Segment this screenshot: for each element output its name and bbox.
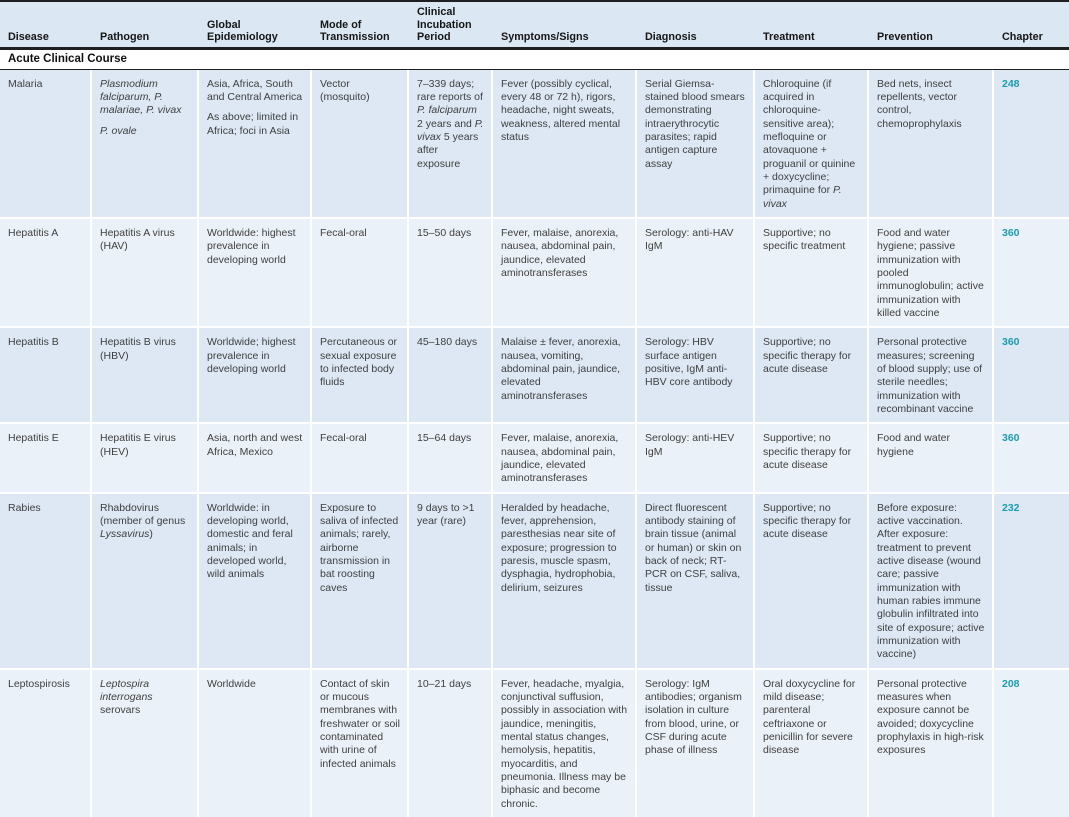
- column-header-label: Global Epidemiology: [207, 18, 278, 44]
- text-run: Hepatitis B: [8, 336, 59, 349]
- text-run: 45–180 days: [417, 336, 478, 349]
- cell-transmission: [312, 70, 407, 217]
- cell-diagnosis: [637, 328, 753, 422]
- cell-transmission: [312, 219, 407, 326]
- cell-diagnosis: [637, 670, 753, 817]
- cell-disease: [0, 70, 90, 217]
- table-row: [0, 328, 1069, 422]
- table-row: [0, 670, 1069, 817]
- column-header-label: Symptoms/Signs: [501, 31, 589, 44]
- chapter-link[interactable]: 208: [1002, 677, 1020, 690]
- text-run: 5 years after exposure: [417, 131, 479, 170]
- cell-chapter: [994, 70, 1069, 217]
- cell-diagnosis: [637, 219, 753, 326]
- text-run: Worldwide: highest prevalence in developing world: [207, 227, 296, 266]
- text-run: Asia, Africa, South and Central America: [207, 77, 303, 104]
- cell-disease: [0, 494, 90, 668]
- italic-text: P. vivax: [417, 117, 484, 144]
- cell-transmission: [312, 328, 407, 422]
- italic-text: Plasmodium falciparum, P. malariae, P. vivax: [100, 77, 182, 117]
- text-run: Before exposure: active vaccination. After exposure: treatment to prevent active disease (wound care; passive immunization with human rabies immune globulin infiltrated into site of exposure; active immunization with vaccine): [877, 501, 985, 661]
- chapter-link[interactable]: 360: [1002, 336, 1020, 349]
- cell-pathogen: [92, 670, 197, 817]
- table-row: [0, 424, 1069, 491]
- cell-chapter: [994, 219, 1069, 326]
- cell-incubation: [409, 219, 491, 326]
- cell-epidemiology: [199, 70, 310, 217]
- text-run: Rhabdovirus (member of genus: [100, 501, 186, 527]
- cell-incubation: [409, 70, 491, 217]
- section-header: [0, 50, 1069, 69]
- cell-prevention: [869, 424, 992, 491]
- table-row: [0, 494, 1069, 668]
- cell-diagnosis: [637, 70, 753, 217]
- text-run: serovars: [100, 704, 141, 717]
- text-run: Worldwide: [207, 677, 256, 690]
- column-header-epidemiology: [199, 2, 310, 47]
- text-run: Serology: anti-HEV IgM: [645, 432, 735, 458]
- cell-symptoms: [493, 328, 635, 422]
- cell-treatment: [755, 328, 867, 422]
- cell-transmission: [312, 494, 407, 668]
- cell-pathogen: [92, 70, 197, 217]
- cell-treatment: [755, 670, 867, 817]
- text-run: Personal protective measures when exposure cannot be avoided; doxycycline prophylaxis in high-risk exposures: [877, 677, 984, 757]
- text-run: 10–21 days: [417, 677, 472, 690]
- text-run: Fever, malaise, anorexia, nausea, abdominal pain, jaundice, elevated aminotransferases: [501, 227, 619, 280]
- text-run: Heralded by headache, fever, apprehension, paresthesias near site of exposure; progression to paresis, muscle spasm, dysphagia, hydrophobia, delirium, seizures: [501, 501, 617, 594]
- text-run: As above; limited in Africa; foci in Asia: [207, 111, 299, 137]
- table-row: [0, 219, 1069, 326]
- column-header-transmission: [312, 2, 407, 47]
- text-run: Fecal-oral: [320, 227, 367, 240]
- text-run: Hepatitis B virus (HBV): [100, 336, 176, 362]
- cell-treatment: [755, 494, 867, 668]
- text-run: 7–339 days; rare reports of: [417, 77, 483, 104]
- text-run: Food and water hygiene; passive immunization with pooled immunoglobulin; active immunization with killed vaccine: [877, 227, 984, 320]
- table-header-row: [0, 2, 1069, 47]
- cell-diagnosis: [637, 424, 753, 491]
- italic-text: P. vivax: [763, 184, 842, 210]
- text-run: Supportive; no specific therapy for acute disease: [763, 336, 852, 376]
- column-header-symptoms: [493, 2, 635, 47]
- text-run: Serial Giemsa-stained blood smears demonstrating intraerythrocytic parasites; rapid antigen capture assay: [645, 77, 745, 170]
- text-run: Serology: IgM antibodies; organism isolation in culture from blood, urine, or CSF during acute phase of illness: [645, 677, 742, 757]
- text-run: Worldwide: in developing world, domestic and feral animals; in developed world, wild animals: [207, 501, 293, 581]
- text-run: Contact of skin or mucous membranes with freshwater or soil contaminated with urine of infected animals: [320, 677, 400, 770]
- column-header-incubation: [409, 2, 491, 47]
- text-run: Food and water hygiene: [877, 432, 950, 458]
- cell-symptoms: [493, 424, 635, 491]
- cell-pathogen: [92, 328, 197, 422]
- cell-epidemiology: [199, 424, 310, 491]
- text-run: Supportive; no specific therapy for acute disease: [763, 501, 852, 541]
- table-body: [0, 70, 1069, 817]
- cell-chapter: [994, 424, 1069, 491]
- column-header-disease: [0, 2, 90, 47]
- cell-disease: [0, 670, 90, 817]
- cell-pathogen: [92, 219, 197, 326]
- text-run: Supportive; no specific treatment: [763, 227, 846, 253]
- section-header-label: Acute Clinical Course: [8, 53, 127, 66]
- text-run: Fecal-oral: [320, 432, 367, 445]
- text-run: Hepatitis A: [8, 227, 59, 240]
- text-run: Chloroquine (if acquired in chloroquine-sensitive area); mefloquine or atovaquone + proguanil or quinine + doxycycline; primaquine for: [763, 77, 856, 197]
- cell-diagnosis: [637, 494, 753, 668]
- cell-incubation: [409, 328, 491, 422]
- cell-prevention: [869, 670, 992, 817]
- text-run: Exposure to saliva of infected animals; rarely, airborne transmission in bat roosting caves: [320, 501, 399, 594]
- italic-text: P. ovale: [100, 124, 137, 137]
- column-header-label: Diagnosis: [645, 31, 697, 44]
- cell-prevention: [869, 219, 992, 326]
- cell-prevention: [869, 70, 992, 217]
- cell-symptoms: [493, 219, 635, 326]
- table-row: [0, 70, 1069, 217]
- text-run: Direct fluorescent antibody staining of brain tissue (animal or human) or skin on back of neck; RT-PCR on CSF, saliva, tissue: [645, 501, 742, 594]
- cell-treatment: [755, 424, 867, 491]
- chapter-link[interactable]: 248: [1002, 77, 1020, 90]
- cell-incubation: [409, 670, 491, 817]
- cell-epidemiology: [199, 328, 310, 422]
- column-header-label: Disease: [8, 31, 49, 44]
- column-header-label: Treatment: [763, 31, 815, 44]
- chapter-link[interactable]: 360: [1002, 432, 1020, 445]
- text-run: ): [149, 528, 153, 541]
- cell-chapter: [994, 328, 1069, 422]
- text-run: 9 days to >1 year (rare): [417, 501, 475, 527]
- column-header-pathogen: [92, 2, 197, 47]
- text-run: Percutaneous or sexual exposure to infected body fluids: [320, 336, 398, 389]
- cell-prevention: [869, 328, 992, 422]
- text-run: Hepatitis A virus (HAV): [100, 227, 175, 253]
- column-header-label: Mode of Transmission: [320, 18, 390, 44]
- cell-epidemiology: [199, 219, 310, 326]
- column-header-chapter: [994, 2, 1069, 47]
- cell-epidemiology: [199, 494, 310, 668]
- column-header-label: Clinical Incubation Period: [417, 6, 472, 44]
- column-header-treatment: [755, 2, 867, 47]
- text-run: Fever, malaise, anorexia, nausea, abdominal pain, jaundice, elevated aminotransferases: [501, 432, 619, 485]
- text-run: Rabies: [8, 501, 41, 514]
- text-run: 2 years and: [417, 117, 475, 130]
- cell-treatment: [755, 70, 867, 217]
- column-header-label: Pathogen: [100, 31, 150, 44]
- cell-incubation: [409, 494, 491, 668]
- cell-transmission: [312, 424, 407, 491]
- text-run: Serology: HBV surface antigen positive, IgM anti-HBV core antibody: [645, 336, 733, 389]
- column-header-label: Prevention: [877, 31, 933, 44]
- cell-disease: [0, 424, 90, 491]
- text-run: 15–64 days: [417, 432, 472, 445]
- italic-text: Leptospira interrogans: [100, 677, 153, 703]
- cell-symptoms: [493, 670, 635, 817]
- text-run: Malaria: [8, 77, 43, 90]
- italic-text: P. falciparum: [417, 104, 477, 117]
- text-run: Serology: anti-HAV IgM: [645, 227, 734, 253]
- cell-disease: [0, 219, 90, 326]
- text-run: Worldwide; highest prevalence in developing world: [207, 336, 296, 376]
- text-run: Supportive; no specific therapy for acute disease: [763, 432, 852, 471]
- text-run: 15–50 days: [417, 227, 472, 240]
- column-header-label: Chapter: [1002, 31, 1043, 44]
- cell-transmission: [312, 670, 407, 817]
- column-header-diagnosis: [637, 2, 753, 47]
- text-run: Fever, headache, myalgia, conjunctival suffusion, possibly in association with jaundice, meningitis, mental status changes, hemolysis, hepatitis, myocarditis, and pneumonia. Illness may be biphasic and become chronic.: [501, 677, 628, 810]
- chapter-link[interactable]: 360: [1002, 227, 1020, 240]
- text-run: Hepatitis E: [8, 432, 59, 445]
- text-run: Leptospirosis: [8, 677, 70, 690]
- text-run: Malaise ± fever, anorexia, nausea, vomiting, abdominal pain, jaundice, elevated aminotransferases: [501, 336, 621, 402]
- cell-incubation: [409, 424, 491, 491]
- text-run: Bed nets, insect repellents, vector control, chemoprophylaxis: [877, 77, 962, 130]
- text-run: Fever (possibly cyclical, every 48 or 72 h), rigors, headache, night sweats, weakness, altered mental status: [501, 77, 621, 144]
- text-run: Asia, north and west Africa, Mexico: [207, 432, 303, 458]
- text-run: Personal protective measures; screening of blood supply; use of sterile needles; immunization with recombinant vaccine: [877, 336, 983, 416]
- cell-disease: [0, 328, 90, 422]
- cell-pathogen: [92, 494, 197, 668]
- cell-chapter: [994, 670, 1069, 817]
- cell-symptoms: [493, 494, 635, 668]
- italic-text: Lyssavirus: [100, 528, 150, 541]
- cell-symptoms: [493, 70, 635, 217]
- chapter-link[interactable]: 232: [1002, 501, 1020, 514]
- text-run: Oral doxycycline for mild disease; parenteral ceftriaxone or penicillin for severe disease: [763, 677, 856, 757]
- column-header-prevention: [869, 2, 992, 47]
- cell-prevention: [869, 494, 992, 668]
- cell-treatment: [755, 219, 867, 326]
- cell-epidemiology: [199, 670, 310, 817]
- cell-pathogen: [92, 424, 197, 491]
- text-run: Hepatitis E virus (HEV): [100, 432, 176, 458]
- text-run: Vector (mosquito): [320, 77, 370, 104]
- cell-chapter: [994, 494, 1069, 668]
